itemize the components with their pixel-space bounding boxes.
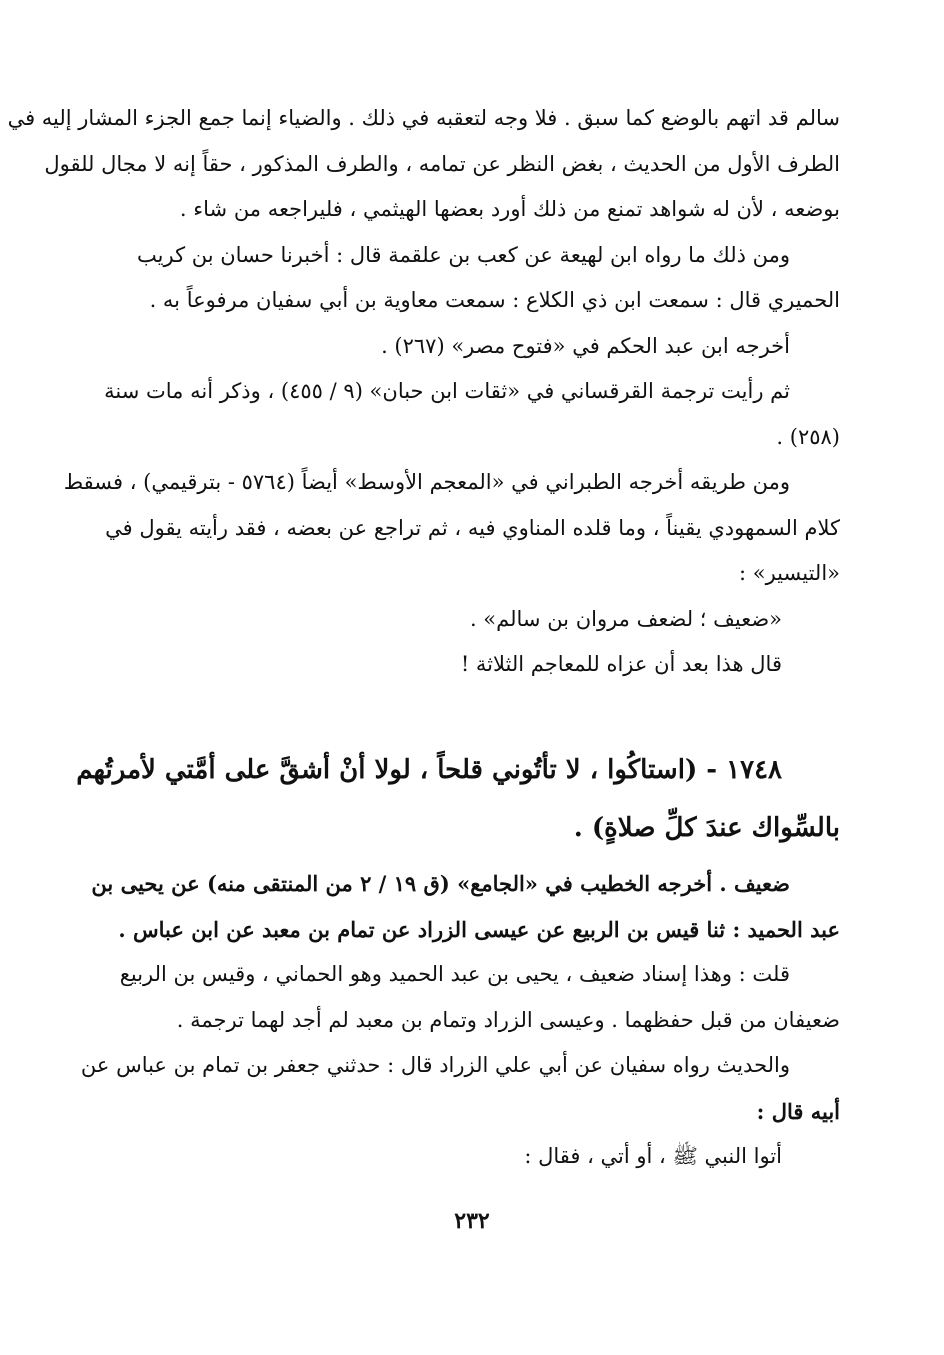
text-line: بوضعه ، لأن له شواهد تمنع من ذلك أورد بعضها الهيثمي ، فليراجعه من شاء . — [179, 197, 840, 221]
text-line: (٢٥٨) . — [776, 424, 840, 449]
page-number: ٢٣٢ — [454, 1208, 490, 1234]
text-line: قال هذا بعد أن عزاه للمعاجم الثلاثة ! — [460, 652, 782, 676]
text-line: «التيسير» : — [738, 561, 840, 585]
hadith-heading — [76, 741, 840, 857]
paragraph-sufyan — [80, 1043, 840, 1134]
text-line: ضعيفان من قبل حفظهما . وعيسى الزراد وتمام بن معبد لم أجد لهما ترجمة . — [176, 1007, 840, 1032]
text-line: سالم قد اتهم بالوضع كما سبق . فلا وجه لتعقبه في ذلك . والضياء إنما جمع الجزء المشار إليه في — [7, 106, 840, 130]
quote-taysir — [96, 597, 840, 643]
commentary-top — [7, 96, 840, 688]
text-line: ومن ذلك ما رواه ابن لهيعة عن كعب بن علقمة قال : أخبرنا حسان بن كريب — [137, 242, 790, 267]
text-line: أتوا النبي ﷺ ، أو أتي ، فقال : — [524, 1144, 782, 1168]
paragraph-continuation — [7, 96, 840, 233]
paragraph-remark — [96, 642, 840, 688]
paragraph-ibn-lahia — [96, 233, 840, 324]
paragraph-takhrij — [96, 324, 840, 370]
text-line: «ضعيف ؛ لضعف مروان بن سالم» . — [469, 606, 782, 631]
text-line: قلت : وهذا إسناد ضعيف ، يحيى بن عبد الحميد وهو الحماني ، وقيس بن الربيع — [119, 962, 790, 986]
hadith-heading-block — [76, 741, 840, 857]
text-line: أخرجه ابن عبد الحكم في «فتوح مصر» (٢٦٧) . — [381, 333, 790, 358]
paragraph-grading — [91, 861, 840, 952]
paragraph-tabarani — [63, 460, 840, 597]
hadith-line: ١٧٤٨ - (استاكُوا ، لا تأتُوني قلحاً ، لولا أنْ أشقَّ على أمَّتي لأمرتُهم — [76, 755, 782, 785]
text-line: ضعيف . أخرجه الخطيب في «الجامع» (ق ١٩ / ٢ من المنتقى منه) عن يحيى بن — [91, 871, 790, 896]
paragraph-narration — [96, 1134, 840, 1180]
paragraph-isnad — [96, 952, 840, 1043]
text-line: كلام السمهودي يقيناً ، وما قلده المناوي فيه ، ثم تراجع عن بعضه ، فقد رأيته يقول في — [105, 515, 840, 540]
text-line: ثم رأيت ترجمة القرقساني في «ثقات ابن حبان» (٩ / ٤٥٥) ، وذكر أنه مات سنة — [104, 379, 790, 403]
text-line: والحديث رواه سفيان عن أبي علي الزراد قال : حدثني جعفر بن تمام بن عباس عن — [80, 1053, 790, 1077]
text-line: عبد الحميد : ثنا قيس بن الربيع عن عيسى الزراد عن تمام بن معبد عن ابن عباس . — [118, 916, 840, 942]
hadith-line: بالسِّواك عندَ كلِّ صلاةٍ) . — [573, 813, 840, 843]
text-line: الحميري قال : سمعت ابن ذي الكلاع : سمعت معاوية بن أبي سفيان مرفوعاً به . — [149, 288, 840, 312]
commentary-bottom — [80, 861, 840, 1180]
text-line: أبيه قال : — [756, 1098, 840, 1124]
text-line: الطرف الأول من الحديث ، بغض النظر عن تمامه ، والطرف المذكور ، حقاً إنه لا مجال للقول — [44, 151, 840, 176]
text-line: ومن طريقه أخرجه الطبراني في «المعجم الأوسط» أيضاً (٥٧٦٤ - بترقيمي) ، فسقط — [63, 470, 790, 494]
paragraph-qarqasani — [96, 369, 840, 460]
